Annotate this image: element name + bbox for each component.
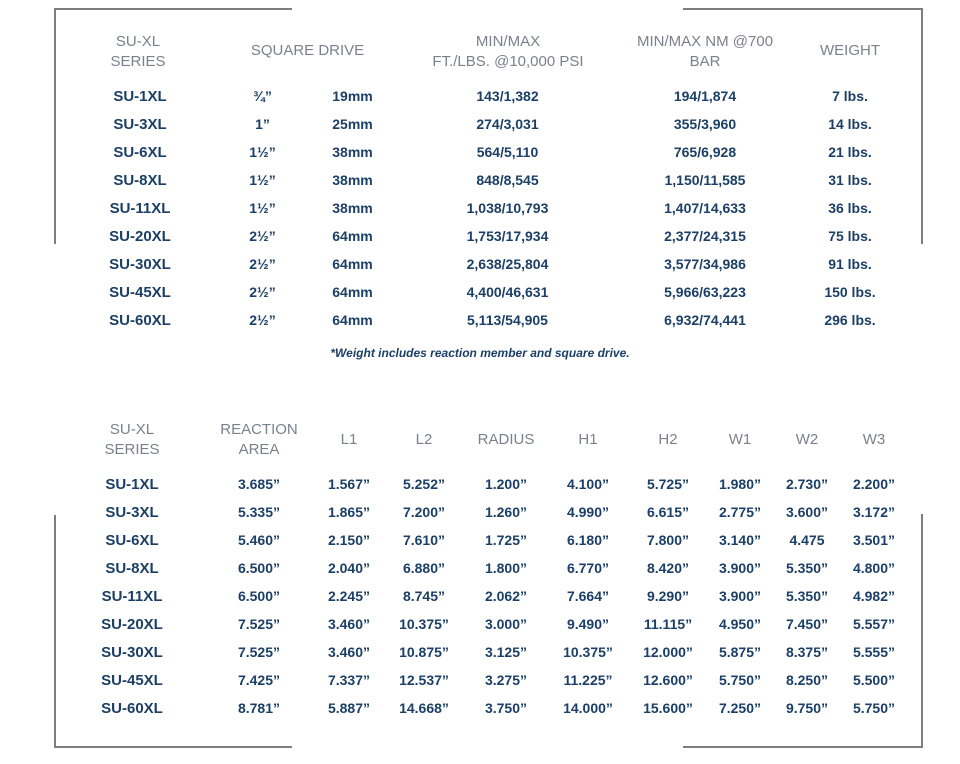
t2-cell-l1: 3.460” bbox=[327, 644, 371, 660]
t2-cell-l1: 3.460” bbox=[327, 616, 371, 632]
t1-cell-weight: 7 lbs. bbox=[832, 88, 868, 104]
t2-cell-l1: 2.150” bbox=[327, 532, 371, 548]
t2-cell-w3: 2.200” bbox=[852, 476, 896, 492]
t2-cell-reaction: 7.525” bbox=[237, 644, 281, 660]
t2-cell-radius: 3.750” bbox=[484, 700, 528, 716]
t1-cell-series: SU-6XL bbox=[113, 144, 167, 161]
t2-cell-l1: 7.337” bbox=[327, 672, 371, 688]
t1-header-series: SU-XL SERIES bbox=[110, 33, 166, 70]
t2-cell-w1: 2.775” bbox=[718, 504, 762, 520]
t2-cell-w1: 4.950” bbox=[718, 616, 762, 632]
t2-cell-h2: 6.615” bbox=[646, 504, 690, 520]
t2-header-w1: W1 bbox=[728, 431, 752, 448]
t2-cell-l2: 8.745” bbox=[402, 588, 446, 604]
t2-cell-radius: 1.800” bbox=[484, 560, 528, 576]
t2-cell-w3: 3.501” bbox=[852, 532, 896, 548]
t2-cell-reaction: 7.425” bbox=[237, 672, 281, 688]
t1-cell-nm: 765/6,928 bbox=[673, 144, 737, 160]
t2-cell-l1: 1.865” bbox=[327, 504, 371, 520]
t2-cell-reaction: 6.500” bbox=[237, 588, 281, 604]
t1-cell-ft-lbs: 4,400/46,631 bbox=[466, 284, 549, 300]
t1-cell-weight: 14 lbs. bbox=[828, 116, 872, 132]
t1-cell-nm: 6,932/74,441 bbox=[664, 312, 746, 328]
t1-cell-ft-lbs: 564/5,110 bbox=[476, 144, 539, 160]
t2-cell-w3: 5.555” bbox=[852, 644, 896, 660]
t2-cell-w1: 3.900” bbox=[718, 588, 762, 604]
t2-header-w3: W3 bbox=[862, 431, 886, 448]
t1-cell-nm: 355/3,960 bbox=[673, 116, 737, 132]
t2-cell-l1: 1.567” bbox=[327, 476, 371, 492]
t1-cell-ft-lbs: 5,113/54,905 bbox=[467, 312, 548, 328]
t2-cell-radius: 1.260” bbox=[484, 504, 528, 520]
t2-cell-w2: 8.375” bbox=[785, 644, 829, 660]
t2-cell-su-xl: SU-60XL bbox=[101, 700, 163, 717]
t2-header-su-xl: SU-XL SERIES bbox=[104, 421, 160, 458]
t1-cell-series: SU-20XL bbox=[109, 228, 171, 245]
t1-cell-ft-lbs: 274/3,031 bbox=[476, 116, 539, 132]
t2-cell-w2: 7.450” bbox=[785, 616, 829, 632]
t2-cell-reaction: 5.460” bbox=[237, 532, 281, 548]
t2-cell-h1: 7.664” bbox=[566, 588, 610, 604]
t2-cell-l2: 10.875” bbox=[399, 644, 449, 660]
t1-cell-series: SU-8XL bbox=[113, 172, 167, 189]
t2-cell-w3: 5.557” bbox=[852, 616, 896, 632]
t1-cell-drive-mm: 25mm bbox=[332, 116, 373, 132]
t1-header-square-drive: SQUARE DRIVE bbox=[250, 42, 365, 59]
t1-cell-drive-mm: 64mm bbox=[332, 284, 373, 300]
t2-cell-l1: 2.245” bbox=[327, 588, 371, 604]
frame-top-left-h bbox=[54, 8, 292, 10]
frame-top-right-h bbox=[683, 8, 923, 10]
t2-cell-w3: 5.750” bbox=[852, 700, 896, 716]
t2-header-h1: H1 bbox=[578, 431, 598, 448]
t2-cell-w1: 7.250” bbox=[718, 700, 762, 716]
t1-cell-weight: 21 lbs. bbox=[828, 144, 872, 160]
t2-cell-l2: 10.375” bbox=[399, 616, 449, 632]
t2-cell-w3: 4.982” bbox=[852, 588, 896, 604]
t2-cell-h1: 14.000” bbox=[563, 700, 613, 716]
t1-cell-drive-in: 2½” bbox=[249, 256, 276, 272]
t2-cell-l2: 6.880” bbox=[402, 560, 446, 576]
t1-cell-series: SU-45XL bbox=[109, 284, 171, 301]
t2-cell-w1: 5.750” bbox=[718, 672, 762, 688]
t1-cell-ft-lbs: 1,753/17,934 bbox=[466, 228, 549, 244]
t2-cell-w2: 4.475 bbox=[789, 532, 825, 548]
t2-cell-radius: 3.000” bbox=[484, 616, 528, 632]
t2-header-radius: RADIUS bbox=[477, 431, 535, 448]
t2-cell-w2: 5.350” bbox=[785, 588, 829, 604]
frame-bottom-right-v bbox=[921, 514, 923, 748]
t1-cell-drive-mm: 38mm bbox=[332, 200, 373, 216]
t1-cell-nm: 5,966/63,223 bbox=[664, 284, 746, 300]
t1-cell-ft-lbs: 143/1,382 bbox=[476, 88, 539, 104]
t1-cell-drive-in: 1½” bbox=[249, 200, 276, 216]
t1-cell-ft-lbs: 2,638/25,804 bbox=[466, 256, 549, 272]
t1-cell-series: SU-60XL bbox=[109, 312, 171, 329]
t2-cell-su-xl: SU-45XL bbox=[101, 672, 163, 689]
t2-cell-h2: 8.420” bbox=[646, 560, 690, 576]
t2-cell-reaction: 8.781” bbox=[237, 700, 281, 716]
t2-cell-su-xl: SU-8XL bbox=[105, 560, 159, 577]
t2-cell-radius: 3.275” bbox=[484, 672, 528, 688]
t1-cell-weight: 36 lbs. bbox=[828, 200, 872, 216]
t2-cell-w3: 3.172” bbox=[852, 504, 896, 520]
t1-cell-nm: 2,377/24,315 bbox=[664, 228, 746, 244]
t2-cell-h2: 11.115” bbox=[643, 616, 693, 632]
t2-header-l2: L2 bbox=[415, 431, 433, 448]
frame-bottom-right-h bbox=[683, 746, 923, 748]
t1-cell-weight: 296 lbs. bbox=[824, 312, 876, 328]
t1-cell-weight: 91 lbs. bbox=[828, 256, 872, 272]
t2-header-w2: W2 bbox=[795, 431, 819, 448]
t1-cell-series: SU-3XL bbox=[113, 116, 167, 133]
t2-cell-radius: 2.062” bbox=[484, 588, 528, 604]
t2-cell-w2: 2.730” bbox=[785, 476, 829, 492]
t1-cell-drive-in: 1½” bbox=[249, 144, 276, 160]
t2-cell-l2: 12.537” bbox=[399, 672, 449, 688]
t2-header-reaction: REACTION AREA bbox=[220, 421, 298, 458]
t2-cell-h1: 6.770” bbox=[566, 560, 610, 576]
t2-cell-reaction: 7.525” bbox=[237, 616, 281, 632]
t1-cell-weight: 31 lbs. bbox=[828, 172, 872, 188]
t2-cell-w1: 5.875” bbox=[718, 644, 762, 660]
t1-cell-drive-mm: 64mm bbox=[332, 312, 373, 328]
t2-cell-h2: 7.800” bbox=[646, 532, 690, 548]
t1-cell-drive-in: 1” bbox=[255, 116, 270, 132]
t2-cell-w2: 8.250” bbox=[785, 672, 829, 688]
t1-cell-weight: 150 lbs. bbox=[824, 284, 876, 300]
t2-cell-radius: 1.725” bbox=[484, 532, 528, 548]
t2-cell-w2: 3.600” bbox=[785, 504, 829, 520]
weight-footnote: *Weight includes reaction member and square drive. bbox=[330, 346, 630, 360]
t1-cell-nm: 1,407/14,633 bbox=[664, 200, 746, 216]
t2-cell-h1: 4.990” bbox=[566, 504, 610, 520]
t2-cell-su-xl: SU-30XL bbox=[101, 644, 163, 661]
t1-cell-weight: 75 lbs. bbox=[828, 228, 872, 244]
t2-cell-su-xl: SU-3XL bbox=[105, 504, 159, 521]
t2-cell-l1: 5.887” bbox=[327, 700, 371, 716]
t2-cell-l2: 7.200” bbox=[402, 504, 446, 520]
t1-cell-nm: 194/1,874 bbox=[673, 88, 737, 104]
t1-cell-series: SU-11XL bbox=[109, 200, 171, 217]
t2-cell-l2: 5.252” bbox=[402, 476, 446, 492]
t2-cell-l2: 7.610” bbox=[402, 532, 446, 548]
t1-cell-ft-lbs: 1,038/10,793 bbox=[466, 200, 549, 216]
frame-top-right-v bbox=[921, 8, 923, 244]
t2-cell-w2: 9.750” bbox=[785, 700, 829, 716]
t2-cell-radius: 3.125” bbox=[484, 644, 528, 660]
t2-cell-w1: 1.980” bbox=[718, 476, 762, 492]
t1-header-weight: WEIGHT bbox=[820, 42, 880, 59]
t1-cell-drive-mm: 38mm bbox=[332, 144, 373, 160]
t2-cell-h2: 12.000” bbox=[643, 644, 693, 660]
frame-top-left-v bbox=[54, 8, 56, 244]
t1-header-nm: MIN/MAX NM @700 BAR bbox=[636, 33, 774, 70]
t2-cell-l2: 14.668” bbox=[399, 700, 449, 716]
t2-cell-h2: 12.600” bbox=[643, 672, 693, 688]
t2-cell-l1: 2.040” bbox=[327, 560, 371, 576]
t2-cell-w3: 5.500” bbox=[852, 672, 896, 688]
t1-cell-drive-in: ¾” bbox=[253, 88, 272, 104]
t2-cell-w2: 5.350” bbox=[785, 560, 829, 576]
frame-bottom-left-h bbox=[54, 746, 292, 748]
t1-cell-ft-lbs: 848/8,545 bbox=[476, 172, 539, 188]
t1-cell-drive-mm: 38mm bbox=[332, 172, 373, 188]
t2-cell-su-xl: SU-1XL bbox=[105, 476, 159, 493]
t1-cell-drive-mm: 64mm bbox=[332, 228, 373, 244]
t2-cell-h2: 5.725” bbox=[646, 476, 690, 492]
t2-header-h2: H2 bbox=[658, 431, 678, 448]
t2-cell-h1: 9.490” bbox=[566, 616, 610, 632]
t1-cell-drive-mm: 19mm bbox=[332, 88, 373, 104]
t1-cell-nm: 3,577/34,986 bbox=[664, 256, 746, 272]
t1-header-ft-lbs: MIN/MAX FT./LBS. @10,000 PSI bbox=[432, 33, 584, 70]
t2-cell-h1: 11.225” bbox=[563, 672, 613, 688]
t2-cell-su-xl: SU-20XL bbox=[101, 616, 163, 633]
t1-cell-series: SU-30XL bbox=[109, 256, 171, 273]
t2-cell-radius: 1.200” bbox=[484, 476, 528, 492]
t2-cell-w1: 3.900” bbox=[718, 560, 762, 576]
t2-cell-h1: 10.375” bbox=[563, 644, 613, 660]
t2-cell-su-xl: SU-6XL bbox=[105, 532, 159, 549]
t2-cell-reaction: 6.500” bbox=[237, 560, 281, 576]
t2-header-l1: L1 bbox=[340, 431, 358, 448]
t1-cell-drive-in: 2½” bbox=[249, 228, 276, 244]
t2-cell-h1: 4.100” bbox=[566, 476, 610, 492]
t2-cell-h2: 9.290” bbox=[646, 588, 690, 604]
t2-cell-h2: 15.600” bbox=[643, 700, 693, 716]
t1-cell-nm: 1,150/11,585 bbox=[664, 172, 746, 188]
t2-cell-reaction: 5.335” bbox=[237, 504, 281, 520]
t2-cell-reaction: 3.685” bbox=[237, 476, 281, 492]
t2-cell-w1: 3.140” bbox=[718, 532, 762, 548]
t2-cell-h1: 6.180” bbox=[566, 532, 610, 548]
t2-cell-su-xl: SU-11XL bbox=[101, 588, 163, 605]
t1-cell-drive-in: 2½” bbox=[249, 284, 276, 300]
t1-cell-drive-in: 1½” bbox=[249, 172, 276, 188]
t1-cell-series: SU-1XL bbox=[113, 88, 167, 105]
t1-cell-drive-mm: 64mm bbox=[332, 256, 373, 272]
t2-cell-w3: 4.800” bbox=[852, 560, 896, 576]
frame-bottom-left-v bbox=[54, 515, 56, 747]
t1-cell-drive-in: 2½” bbox=[249, 312, 276, 328]
